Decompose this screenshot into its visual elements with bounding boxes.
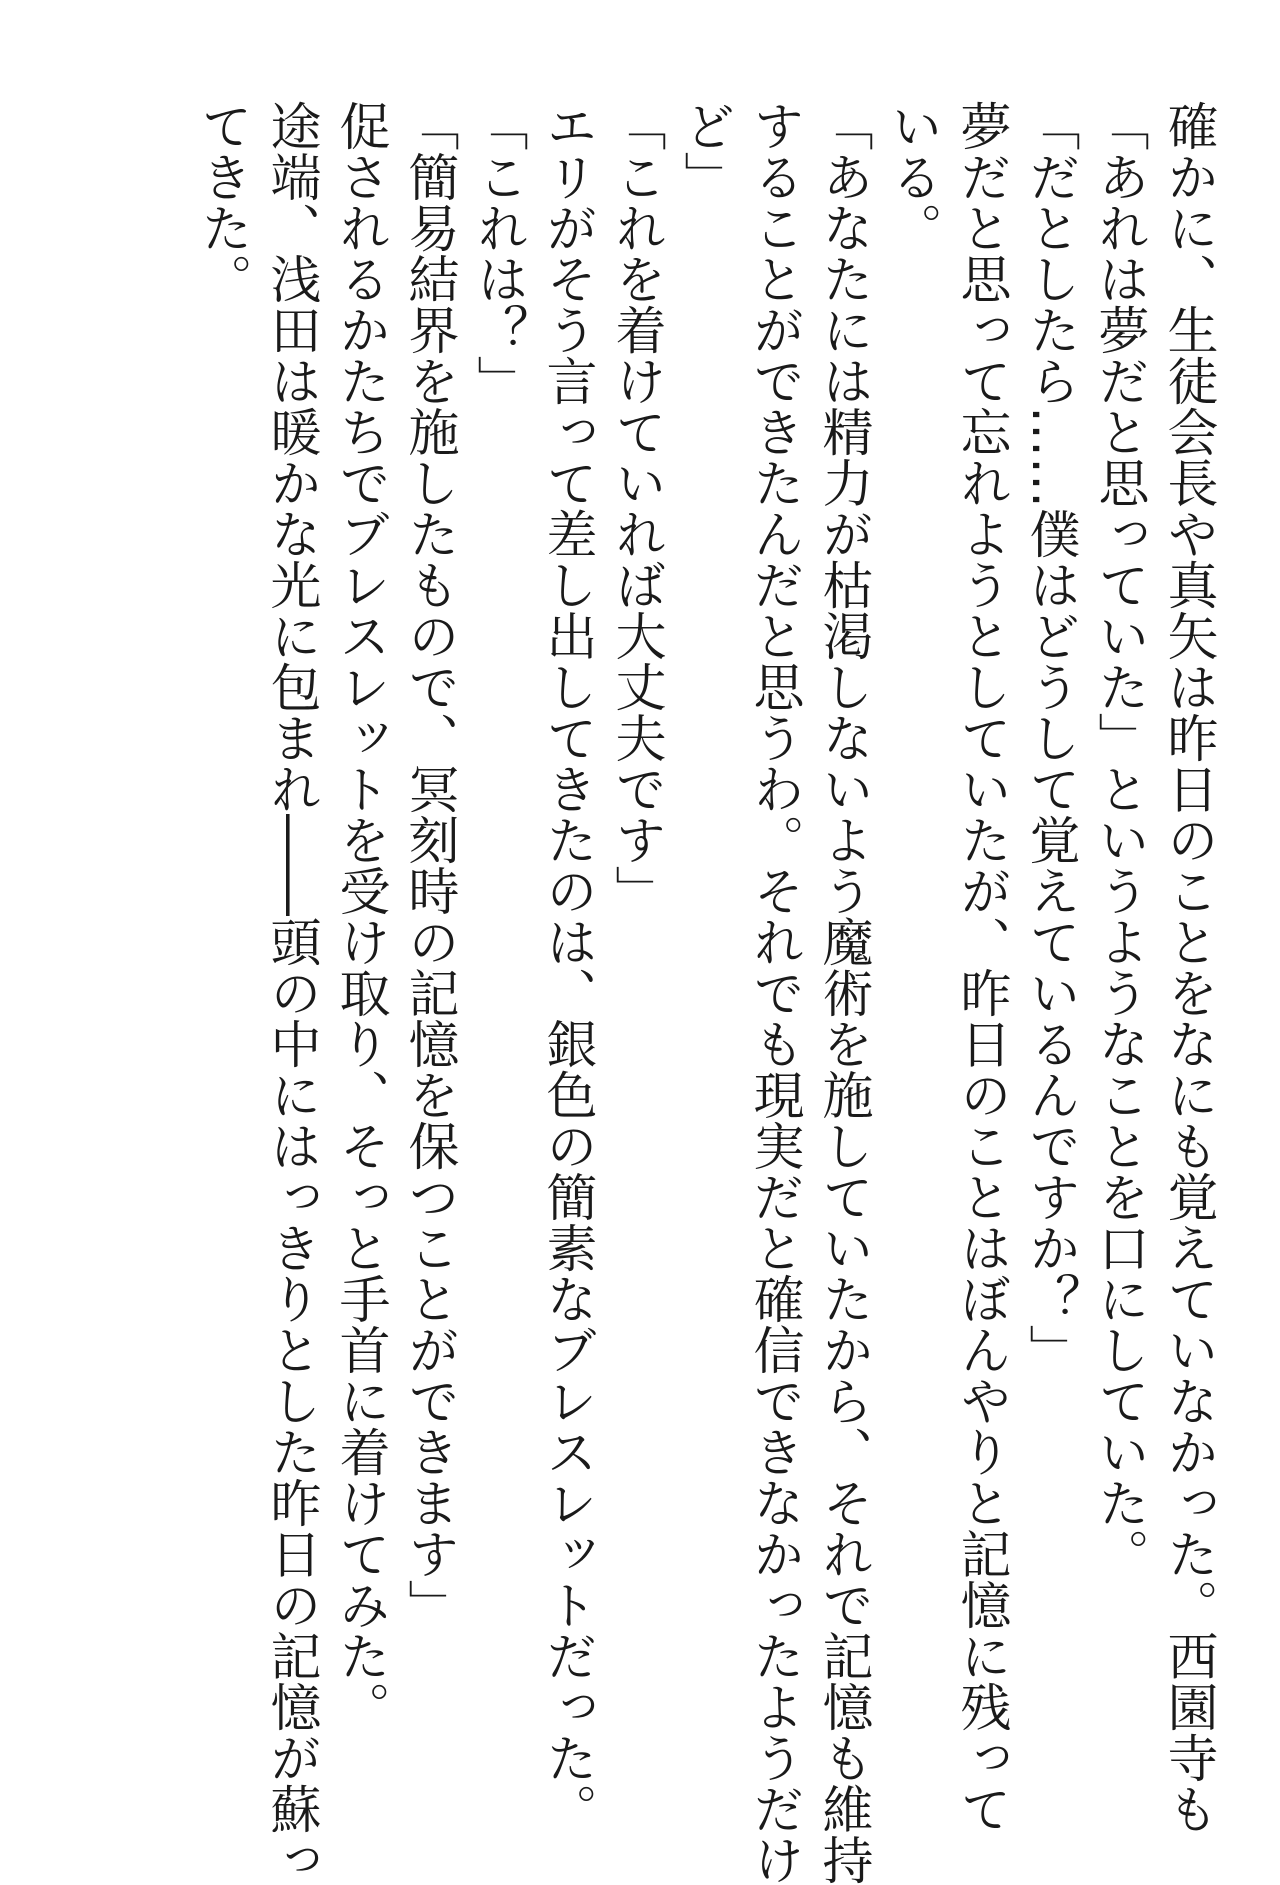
text-line-8: ど」: [675, 100, 734, 202]
text-line-12: 「簡易結界を施したもので、冥刻時の記憶を保つことができます」: [399, 100, 458, 1630]
text-line-6: 「あなたには精力が枯渇しないよう魔術を施していたから、それで記憶も維持: [813, 100, 872, 1885]
text-line-5: いる。: [882, 100, 941, 253]
text-line-2: 「あれは夢だと思っていた」というようなことを口にしていた。: [1089, 100, 1148, 1579]
text-line-13: 促されるかたちでブレスレットを受け取り、そっと手首に着けてみた。: [330, 100, 389, 1732]
text-line-9: 「これを着けていれば大丈夫です」: [606, 100, 665, 916]
text-line-1: 確かに、生徒会長や真矢は昨日のことをなにも覚えていなかった。西園寺も: [1158, 100, 1217, 1834]
text-line-3: 「だとしたら……僕はどうして覚えているんですか？」: [1020, 100, 1079, 1375]
text-line-7: することができたんだと思うわ。それでも現実だと確信できなかったようだけ: [744, 100, 803, 1885]
vertical-text-body: [187, 100, 1222, 1885]
text-line-14: 途端、浅田は暖かな光に包まれ――頭の中にはっきりとした昨日の記憶が蘇っ: [261, 100, 320, 1885]
text-line-11: 「これは？」: [468, 100, 527, 406]
text-line-10: エリがそう言って差し出してきたのは、銀色の簡素なブレスレットだった。: [537, 100, 596, 1834]
text-line-4: 夢だと思って忘れようとしていたが、昨日のことはぼんやりと記憶に残って: [951, 100, 1010, 1834]
text-line-15: てきた。: [192, 100, 251, 304]
